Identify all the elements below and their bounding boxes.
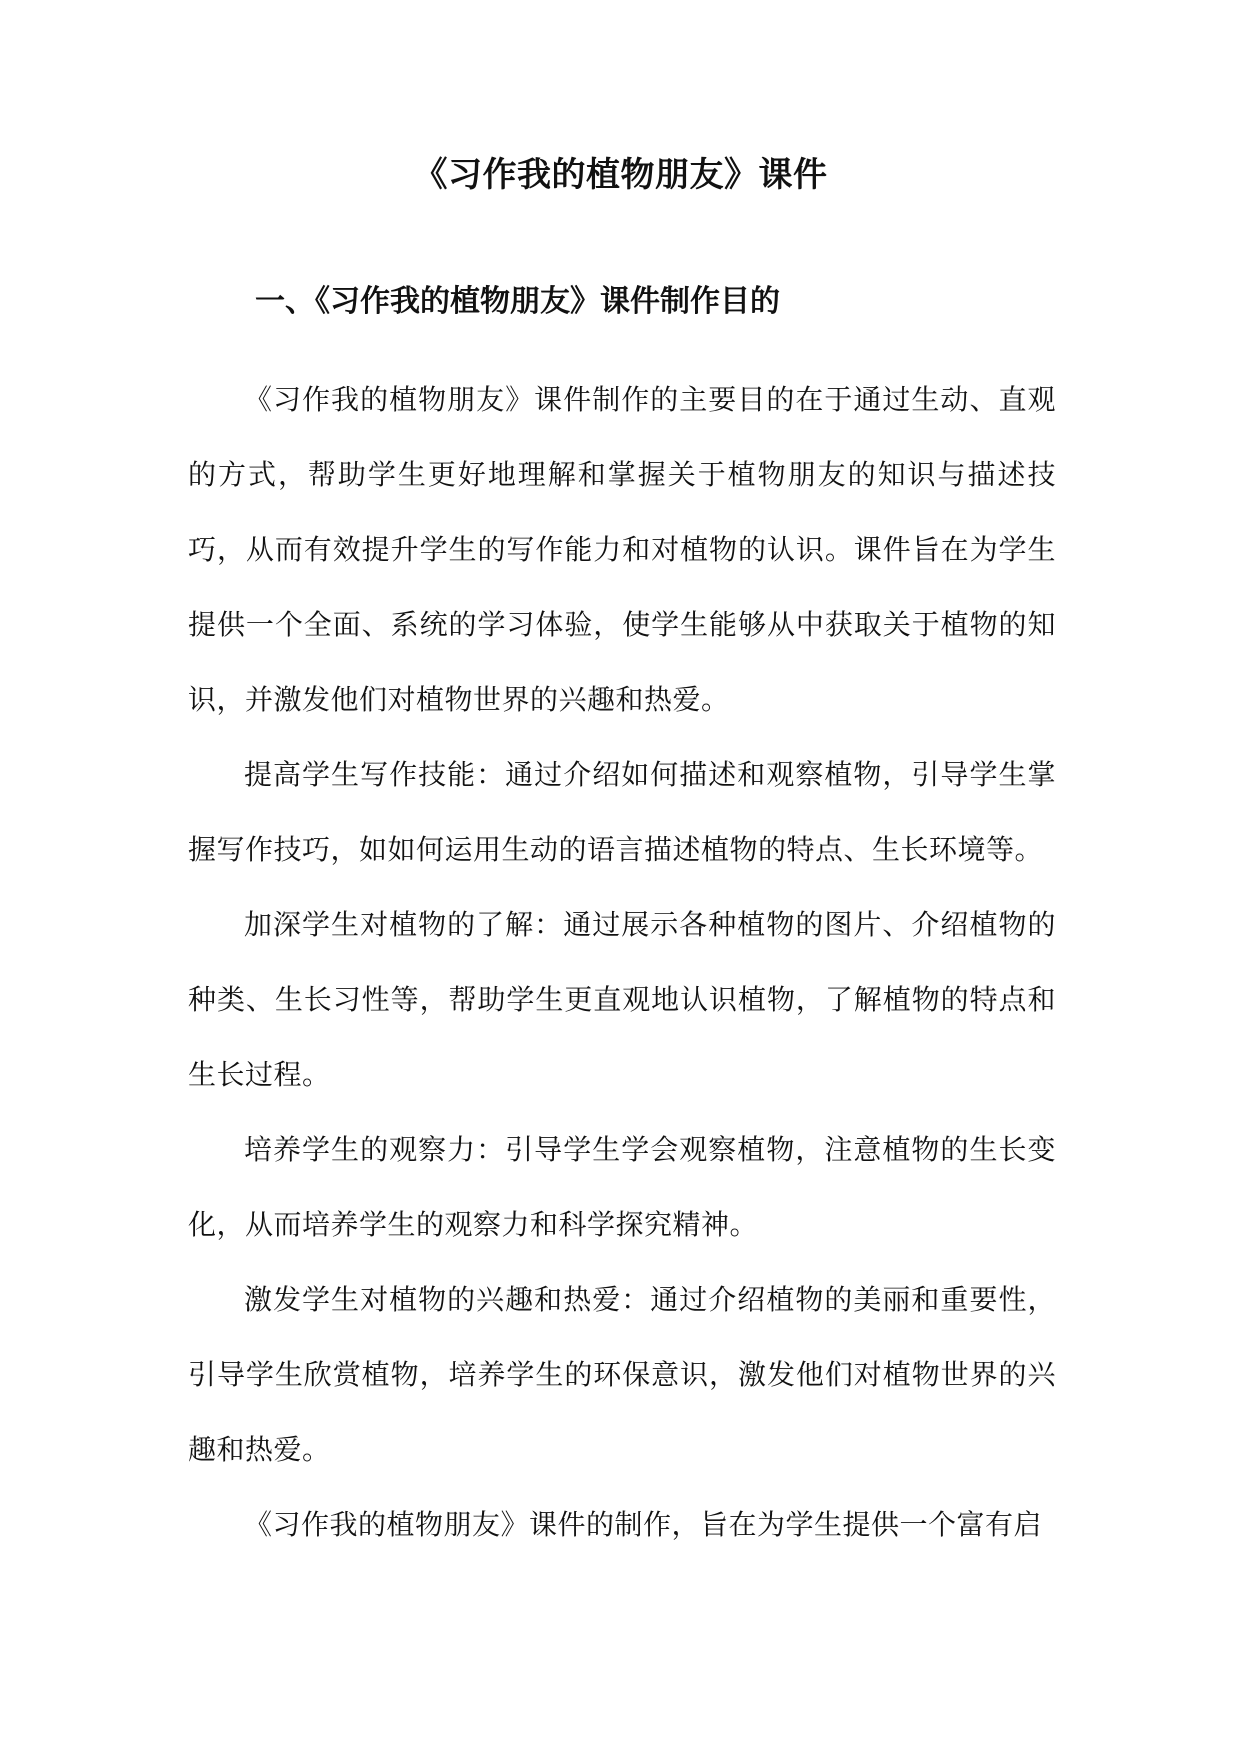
paragraph: 加深学生对植物的了解：通过展示各种植物的图片、介绍植物的种类、生长习性等，帮助学生更直观地认识植物，了解植物的特点和生长过程。 bbox=[188, 908, 1056, 1091]
paragraph: 培养学生的观察力：引导学生学会观察植物，注意植物的生长变化，从而培养学生的观察力和科学探究精神。 bbox=[188, 1133, 1056, 1241]
document-title: 《习作我的植物朋友》课件 bbox=[413, 155, 828, 195]
paragraph: 激发学生对植物的兴趣和热爱：通过介绍植物的美丽和重要性，引导学生欣赏植物，培养学生的环保意识，激发他们对植物世界的兴趣和热爱。 bbox=[188, 1283, 1056, 1466]
paragraph: 《习作我的植物朋友》课件的制作，旨在为学生提供一个富有启 bbox=[244, 1508, 1043, 1541]
section-heading: 一、《习作我的植物朋友》课件制作目的 bbox=[255, 284, 780, 319]
paragraph: 《习作我的植物朋友》课件制作的主要目的在于通过生动、直观的方式，帮助学生更好地理解和掌握关于植物朋友的知识与描述技巧，从而有效提升学生的写作能力和对植物的认识。课件旨在为学生提供一个全面、系统的学习体验，使学生能够从中获取关于植物的知识，并激发他们对植物世界的兴趣和热爱。 bbox=[188, 383, 1056, 716]
body-text bbox=[188, 362, 1056, 1562]
paragraph: 提高学生写作技能：通过介绍如何描述和观察植物，引导学生掌握写作技巧，如如何运用生动的语言描述植物的特点、生长环境等。 bbox=[188, 758, 1056, 866]
